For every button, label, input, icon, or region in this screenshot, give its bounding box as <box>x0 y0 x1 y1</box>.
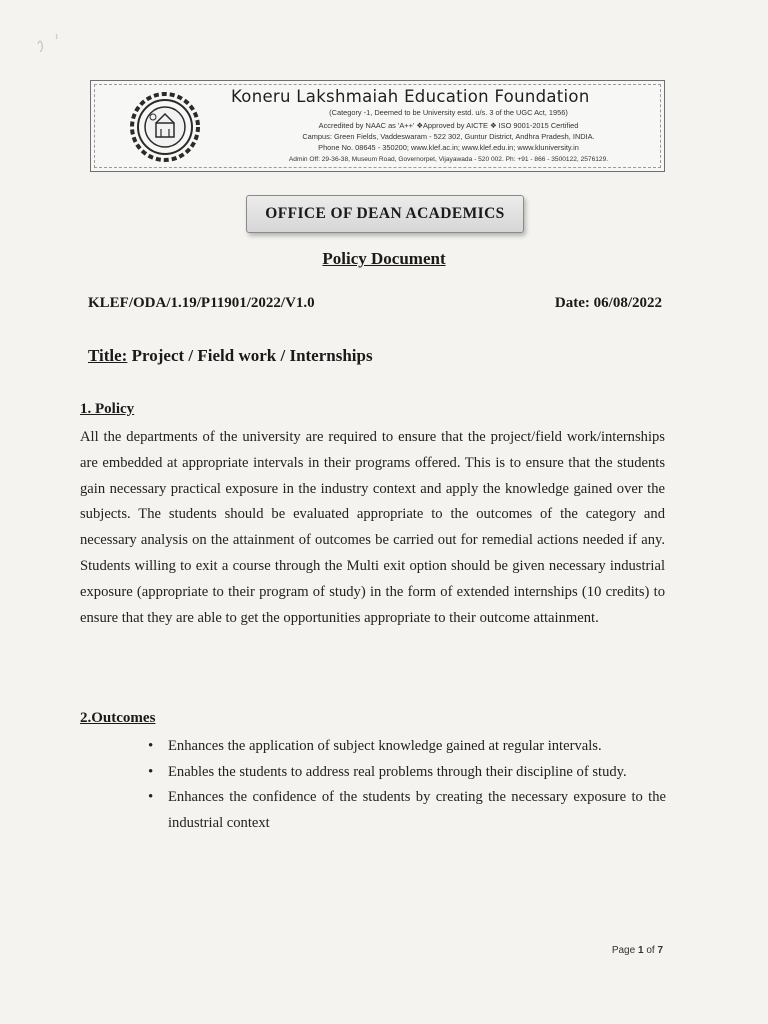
admin-office-line: Admin Off: 29-36-38, Museum Road, Governorpet, Vijayawada - 520 002. Ph: +91 - 866 - 3500122, 2576129. <box>288 156 609 163</box>
campus-line: Campus: Green Fields, Vaddeswaram - 522 302, Guntur District, Andhra Pradesh, INDIA. <box>302 132 595 141</box>
page-label: Page <box>611 945 636 956</box>
policy-heading: 1. Policy <box>80 401 135 417</box>
letterhead <box>90 80 665 172</box>
document-heading <box>0 249 768 269</box>
page-total: 7 <box>657 945 663 956</box>
document-date: Date: 06/08/2022 <box>554 295 662 311</box>
list-item: • Enhances the confidence of the students by creating the necessary exposure to the industrial context <box>146 785 666 836</box>
outcomes-heading: 2.Outcomes <box>80 710 156 726</box>
list-item: • Enables the students to address real problems through their discipline of study. <box>146 760 666 786</box>
page-number <box>612 945 663 956</box>
phone-line: Phone No. 08645 - 350200; www.klef.ac.in; www.klef.edu.in; www.kluniversity.in <box>318 143 579 152</box>
list-item: • Enhances the application of subject knowledge gained at regular intervals. <box>146 734 666 760</box>
organization-name: Koneru Lakshmaiah Education Foundation <box>231 87 590 106</box>
reference-number: KLEF/ODA/1.19/P11901/2022/V1.0 <box>88 295 315 311</box>
title-label: Title: <box>88 346 128 365</box>
title-text: Project / Field work / Internships <box>131 346 373 365</box>
document-title <box>88 346 373 366</box>
university-seal-icon <box>117 89 213 165</box>
office-banner: OFFICE OF DEAN ACADEMICS <box>246 195 524 233</box>
outcomes-list <box>146 734 666 836</box>
policy-paragraph: All the departments of the university are required to ensure that the project/field work/internships are embedded at appropriate intervals in their programs offered. This is to ensure that the students gain necessary practical exposure in the industry context and apply the knowledge gained over the subjects. The students should be evaluated appropriate to the outcomes of the category and necessary analysis on the attainment of outcomes be carried out for remedial actions needed if any. Students willing to exit a course through the Multi exit option should be given necessary industrial exposure (appropriate to their program of study) in the form of extended internships (10 credits) to ensure that they are able to get the opportunities appropriate to their outcome attainment. <box>80 429 665 626</box>
document-heading-text: Policy Document <box>322 249 446 268</box>
page-of: of <box>646 945 655 956</box>
category-line: (Category -1, Deemed to be University estd. u/s. 3 of the UGC Act, 1956) <box>329 108 568 117</box>
accreditation-line: Accredited by NAAC as 'A++' ❖Approved by AICTE ❖ ISO 9001-2015 Certified <box>318 121 579 130</box>
page-current: 1 <box>637 945 644 956</box>
pen-mark <box>30 30 70 70</box>
